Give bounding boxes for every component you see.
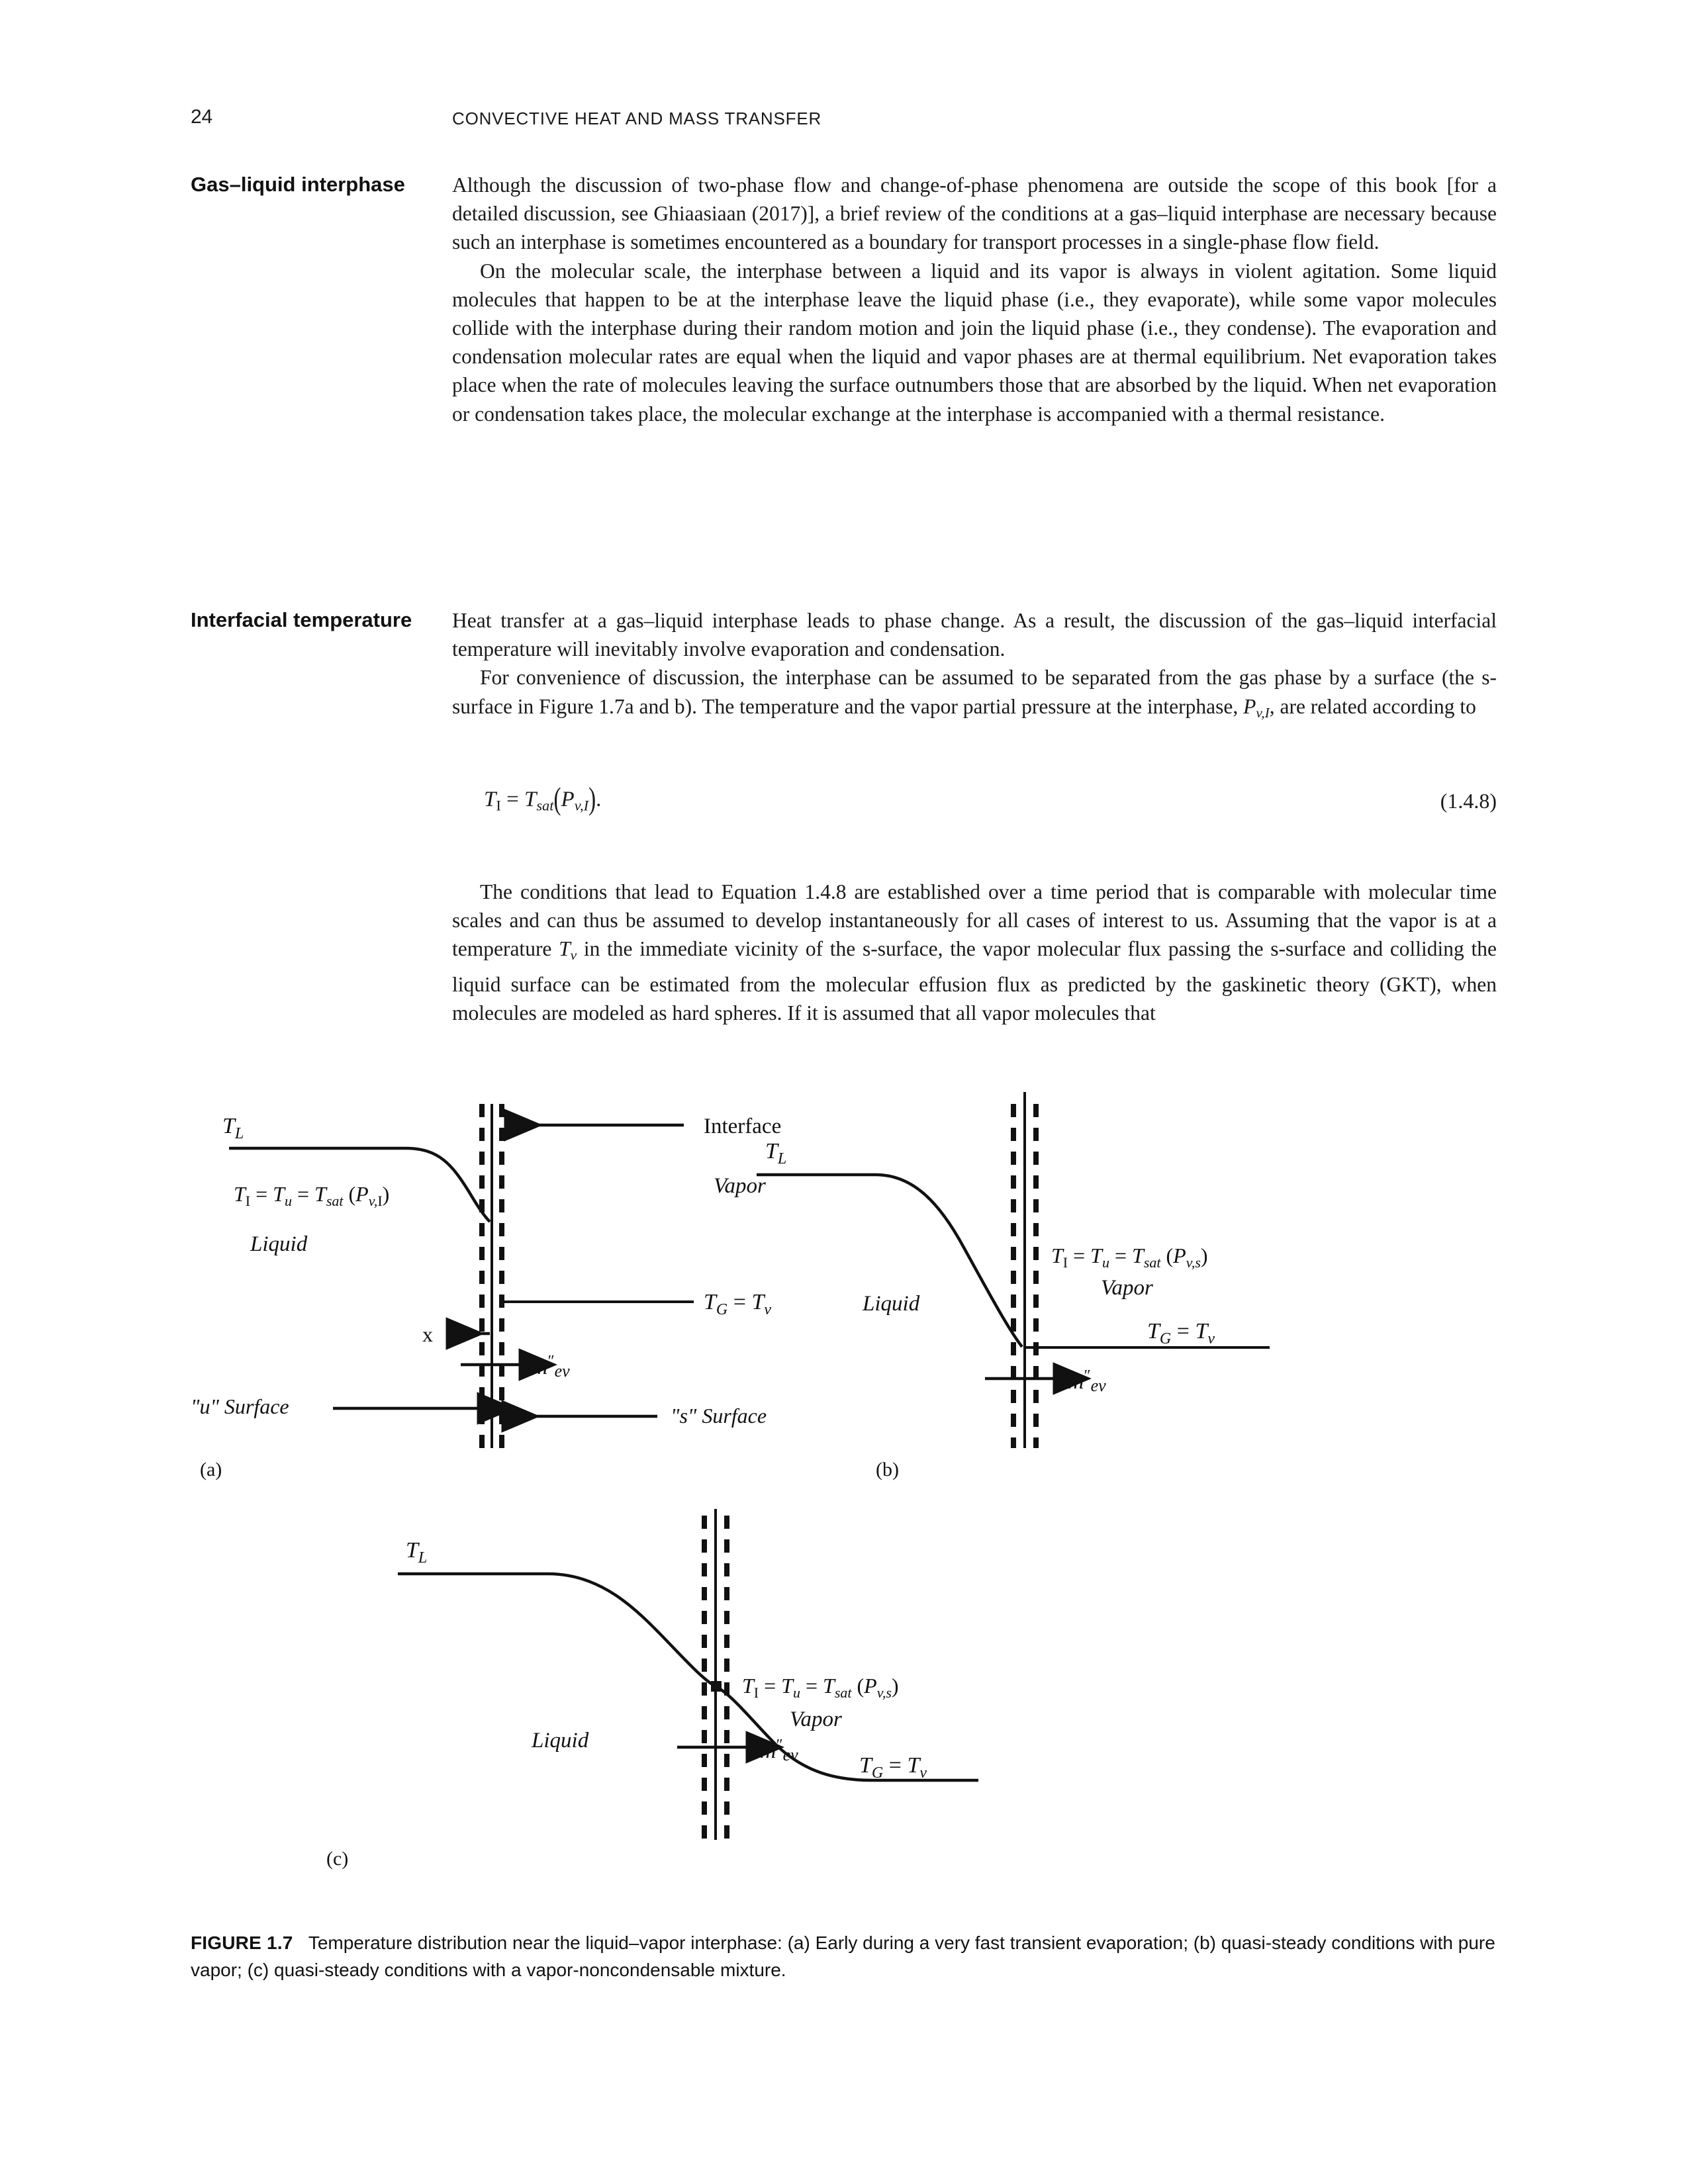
paragraph-4 bbox=[452, 663, 1497, 727]
panel-a-label-u-surface: "u" Surface bbox=[191, 1394, 289, 1418]
paragraph-2: On the molecular scale, the interphase between a liquid and its vapor is always in violent agitation. Some liquid molecules that happen to be at the interphase leave the liquid phase (i.e., they evaporate), while some vapor molecules collide with the interphase during their random motion and join the liquid phase (i.e., they condense). The evaporation and condensation molecular rates are equal when the liquid and vapor phases are at thermal equilibrium. Net evaporation takes place when the rate of molecules leaving the surface outnumbers those that are absorbed by the liquid. When net evaporation or condensation takes place, the molecular exchange at the interphase is accompanied with a thermal resistance. bbox=[452, 259, 1497, 426]
paragraph-5-tail: in the immediate vicinity of the s-surface, the vapor molecular flux passing the s-surface and colliding the liquid surface can be estimated from the molecular effusion flux as predicted by the gaskinetic theory (GKT), when molecules are modeled as hard spheres. If it is assumed that all vapor molecules that bbox=[452, 937, 1497, 1024]
panel-b-label-mdot-ev: $m''_{ev}$ bbox=[1068, 1367, 1106, 1395]
panel-a-label-mdot-ev: $m''_{ev}$ bbox=[532, 1353, 570, 1381]
panel-a-sublabel: (a) bbox=[200, 1459, 222, 1480]
equation-1-4-8 bbox=[452, 782, 1497, 823]
panel-c-label-interface-equation: $T_I = T_u = T_{sat}$ $(P_{v,s})$ bbox=[742, 1674, 899, 1701]
symbol-tv: $T_v$ bbox=[559, 937, 577, 964]
figure-caption bbox=[191, 1929, 1498, 1983]
paragraph-5-lead: The conditions that lead to Equation 1.4.8 are established over a time period that is comparable with molecular time scales and can thus be assumed to develop instantaneously for all cases of interest to us. Assuming that the vapor is at a temperature bbox=[452, 880, 1497, 961]
paragraph-5 bbox=[452, 878, 1497, 1027]
running-head bbox=[191, 106, 1498, 132]
panel-a-label-s-surface: "s" Surface bbox=[671, 1404, 767, 1428]
figure-1-7-graphic bbox=[191, 1085, 1498, 1873]
panel-c-label-TG: $T_G = T_v$ bbox=[859, 1753, 927, 1782]
margin-heading-gas-liquid-interphase: Gas–liquid interphase bbox=[191, 173, 405, 196]
panel-a-label-interface: Interface bbox=[704, 1115, 782, 1138]
panel-b-sublabel: (b) bbox=[876, 1459, 899, 1480]
panel-a-label-TL: $T_L$ bbox=[222, 1114, 244, 1142]
panel-b-liquid-temperature-curve bbox=[757, 1175, 1022, 1347]
panel-c bbox=[326, 1509, 978, 1870]
paren-close: ) bbox=[588, 782, 596, 817]
paragraph-1: Although the discussion of two-phase flow and change-of-phase phenomena are outside the scope of this book [for a detailed discussion, see Ghiaasiaan (2017)], a brief review of the conditions at a gas–liquid interphase are necessary because such an interphase is sometimes encountered as a boundary for transport processes in a single-phase flow field. bbox=[452, 173, 1497, 254]
paren-open: ( bbox=[553, 782, 561, 817]
panel-c-label-mdot-ev: $m''_{ev}$ bbox=[760, 1737, 798, 1764]
panel-a-label-liquid: Liquid bbox=[250, 1232, 308, 1256]
paragraph-4-tail: , are related according to bbox=[1269, 694, 1476, 718]
panel-a-label-x: x bbox=[422, 1322, 433, 1346]
equation-number: (1.4.8) bbox=[1440, 789, 1497, 813]
panel-c-label-vapor: Vapor bbox=[790, 1707, 842, 1731]
symbol-pv-i: $P_{v,I}$ bbox=[1243, 694, 1270, 721]
paragraph-3: Heat transfer at a gas–liquid interphase leads to phase change. As a result, the discussion of the gas–liquid interfacial temperature will inevitably involve evaporation and condensation. bbox=[452, 609, 1497, 661]
panel-a-label-interface-equation: $T_I = T_u = T_{sat}$ $(P_{v,}I)$ bbox=[234, 1182, 390, 1209]
body-block-two bbox=[452, 606, 1497, 727]
equation-expression: TI = $T_{sat}(P_{v,I})$. bbox=[484, 782, 602, 817]
panel-b bbox=[757, 1092, 1270, 1480]
body-block-three bbox=[452, 878, 1497, 1027]
panel-c-label-liquid: Liquid bbox=[532, 1729, 589, 1752]
panel-c-label-TL: $T_L$ bbox=[406, 1538, 428, 1567]
paragraph-4-lead: For convenience of discussion, the interphase can be assumed to be separated from the gas phase by a surface (the s-surface in Figure 1.7a and b). The temperature and the vapor partial pressure at the interphase, bbox=[452, 666, 1497, 718]
figure-caption-text: Temperature distribution near the liquid–vapor interphase: (a) Early during a very fast transient evaporation; (b) quasi-steady conditions with pure vapor; (c) quasi-steady conditions with a vapor-noncondensable mixture. bbox=[191, 1933, 1495, 1980]
running-title: CONVECTIVE HEAT AND MASS TRANSFER bbox=[452, 109, 822, 128]
panel-c-liquid-temperature-curve bbox=[398, 1574, 716, 1686]
figure-caption-number: FIGURE 1.7 bbox=[191, 1933, 293, 1953]
panel-b-label-liquid: Liquid bbox=[863, 1292, 920, 1316]
margin-heading-interfacial-temperature: Interfacial temperature bbox=[191, 608, 412, 631]
panel-c-interface-marker bbox=[711, 1681, 722, 1692]
panel-c-sublabel: (c) bbox=[326, 1848, 349, 1870]
panel-a-label-TG: $T_G = T_v$ bbox=[704, 1290, 772, 1318]
figure-1-7 bbox=[191, 1085, 1498, 1873]
panel-b-label-TG: $T_G = T_v$ bbox=[1147, 1319, 1215, 1347]
panel-a-label-vapor: Vapor bbox=[714, 1174, 766, 1198]
panel-b-label-vapor: Vapor bbox=[1101, 1276, 1153, 1300]
panel-b-label-interface-equation: $T_I = T_u = T_{sat}$ $(P_{v,s})$ bbox=[1051, 1244, 1208, 1271]
panel-a bbox=[191, 1104, 781, 1480]
page-number: 24 bbox=[191, 106, 212, 128]
body-block-one bbox=[452, 171, 1497, 428]
panel-b-label-TL: $T_L$ bbox=[765, 1139, 787, 1167]
